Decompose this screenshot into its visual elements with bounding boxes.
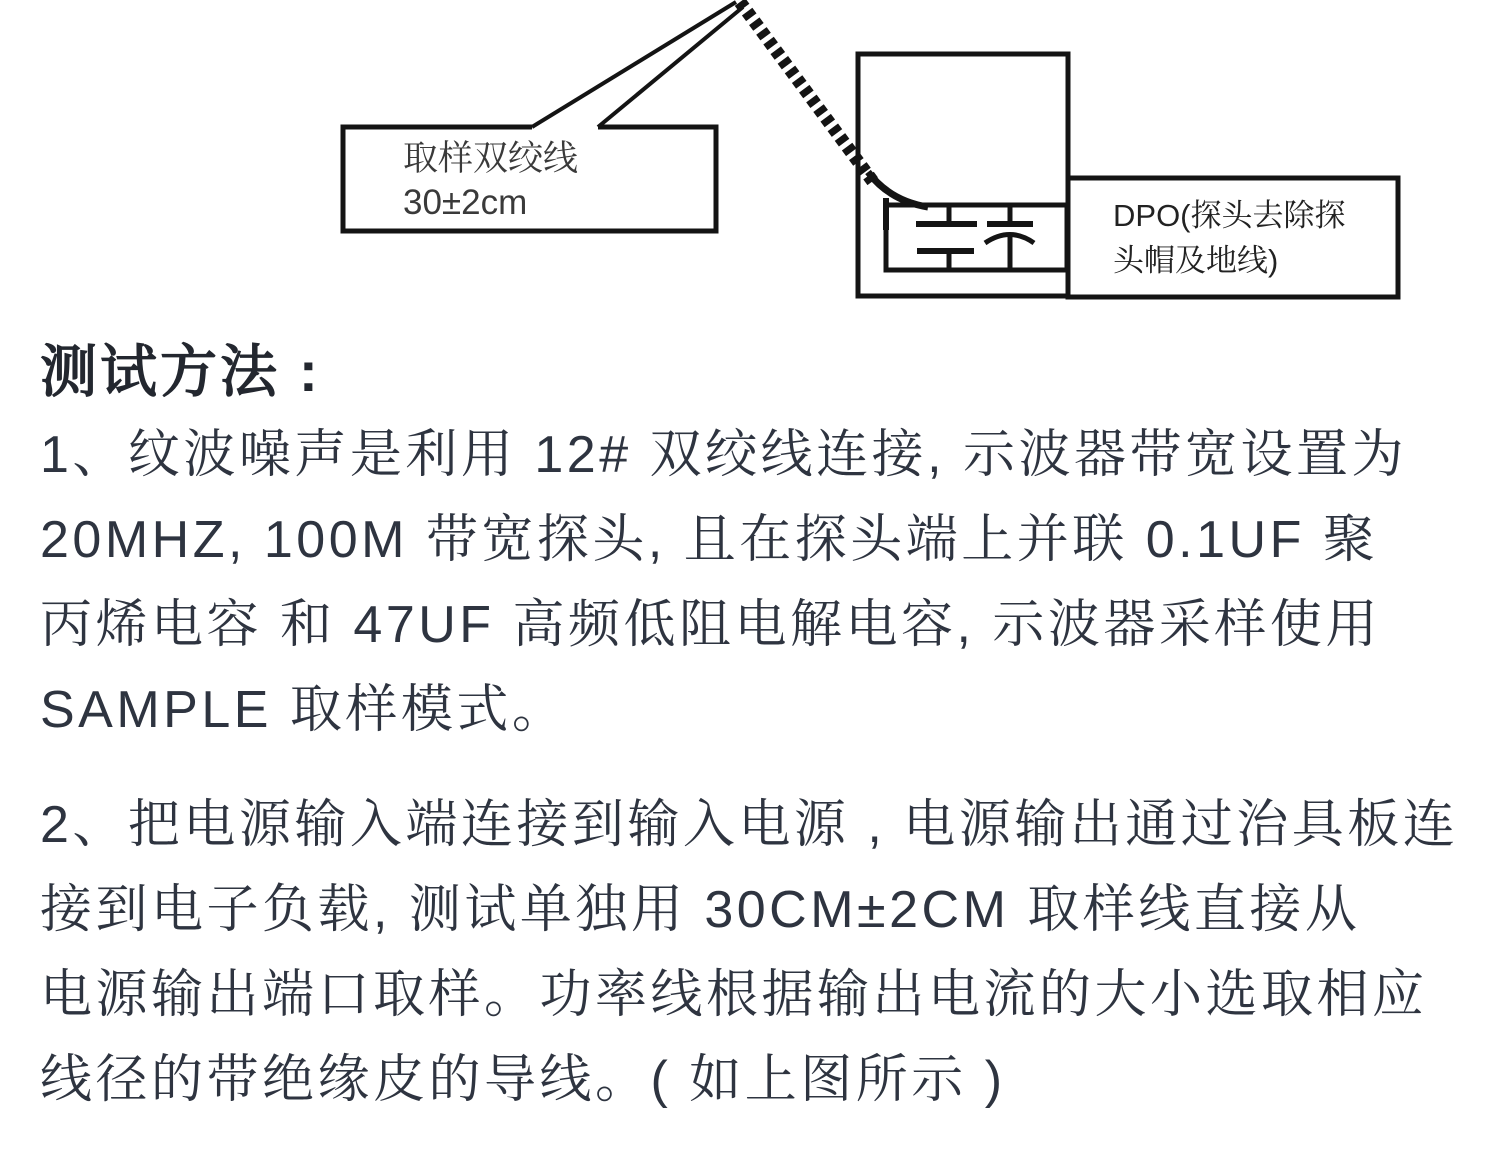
callout-line2: 30±2cm bbox=[403, 183, 528, 222]
callout-line1: 取样双绞线 bbox=[403, 139, 579, 178]
callout-pointer bbox=[532, 2, 743, 127]
section-heading: 测试方法 : bbox=[40, 340, 321, 404]
paragraph-1-line-2: 20MHZ, 100M 带宽探头, 且在探头端上并联 0.1UF 聚 bbox=[40, 511, 1379, 569]
dpo-label-line2: 头帽及地线) bbox=[1113, 243, 1279, 278]
paragraph-1-line-3: 丙烯电容 和 47UF 高频低阻电解电容, 示波器采样使用 bbox=[40, 596, 1381, 654]
paragraph-1-line-4: SAMPLE 取样模式。 bbox=[40, 681, 568, 739]
paragraph-2-line-1: 2、把电源输入端连接到输入电源 , 电源输出通过治具板连 bbox=[40, 796, 1459, 854]
paragraph-2-line-3: 电源输出端口取样。功率线根据输出电流的大小选取相应 bbox=[40, 966, 1428, 1024]
test-setup-diagram bbox=[0, 0, 1500, 322]
capacitor-box bbox=[886, 205, 1067, 270]
dpo-label-box bbox=[1068, 178, 1398, 297]
paragraph-2-line-2: 接到电子负载, 测试单独用 30CM±2CM 取样线直接从 bbox=[40, 881, 1361, 939]
dpo-label-line1: DPO(探头去除探 bbox=[1113, 198, 1346, 233]
paragraph-1 bbox=[40, 413, 1407, 753]
paragraph-2 bbox=[40, 783, 1458, 1123]
paragraph-2-line-4: 线径的带绝缘皮的导线。( 如上图所示 ) bbox=[40, 1051, 1006, 1109]
paragraph-1-line-1: 1、纹波噪声是利用 12# 双绞线连接, 示波器带宽设置为 bbox=[40, 426, 1407, 484]
